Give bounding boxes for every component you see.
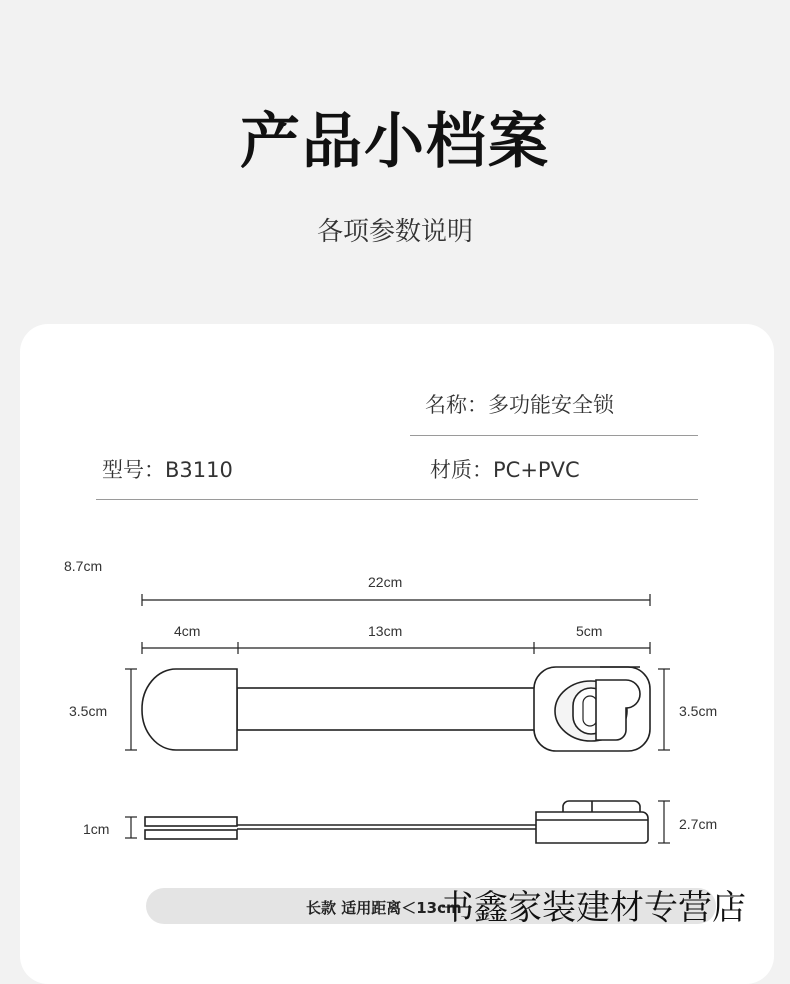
dim-side-right-height: 2.7cm: [679, 816, 718, 832]
page-title: 产品小档案: [240, 107, 550, 177]
spec-model-value: B3110: [165, 458, 233, 482]
lock-side-view: [145, 801, 648, 843]
lock-right-top: [563, 801, 640, 812]
lock-strap: [237, 688, 537, 730]
lock-left-end: [142, 669, 237, 750]
spec-material-value: PC+PVC: [493, 458, 580, 482]
lock-top-view: [142, 667, 650, 751]
spec-model-label: 型号：: [102, 458, 165, 482]
page-subtitle: 各项参数说明: [316, 217, 473, 247]
dim-total-height: 8.7cm: [64, 558, 103, 574]
usage-note: 长款 适用距离＜13cm: [306, 899, 462, 917]
dim-right-part: 5cm: [576, 623, 603, 639]
store-watermark: 书鑫家装建材专营店: [440, 888, 746, 928]
spec-name-label: 名称：: [425, 393, 488, 417]
spec-material-label: 材质：: [430, 458, 493, 482]
dim-total-length: 22cm: [368, 574, 403, 590]
dim-left-part: 4cm: [174, 623, 201, 639]
dim-top-right-height: 3.5cm: [679, 703, 718, 719]
dim-top-left-height: 3.5cm: [69, 703, 108, 719]
dim-middle-part: 13cm: [368, 623, 403, 639]
dim-side-left-height: 1cm: [83, 821, 110, 837]
spec-name-value: 多功能安全锁: [488, 393, 614, 417]
lock-right-side: [536, 812, 648, 843]
lock-left-side: [145, 817, 237, 826]
